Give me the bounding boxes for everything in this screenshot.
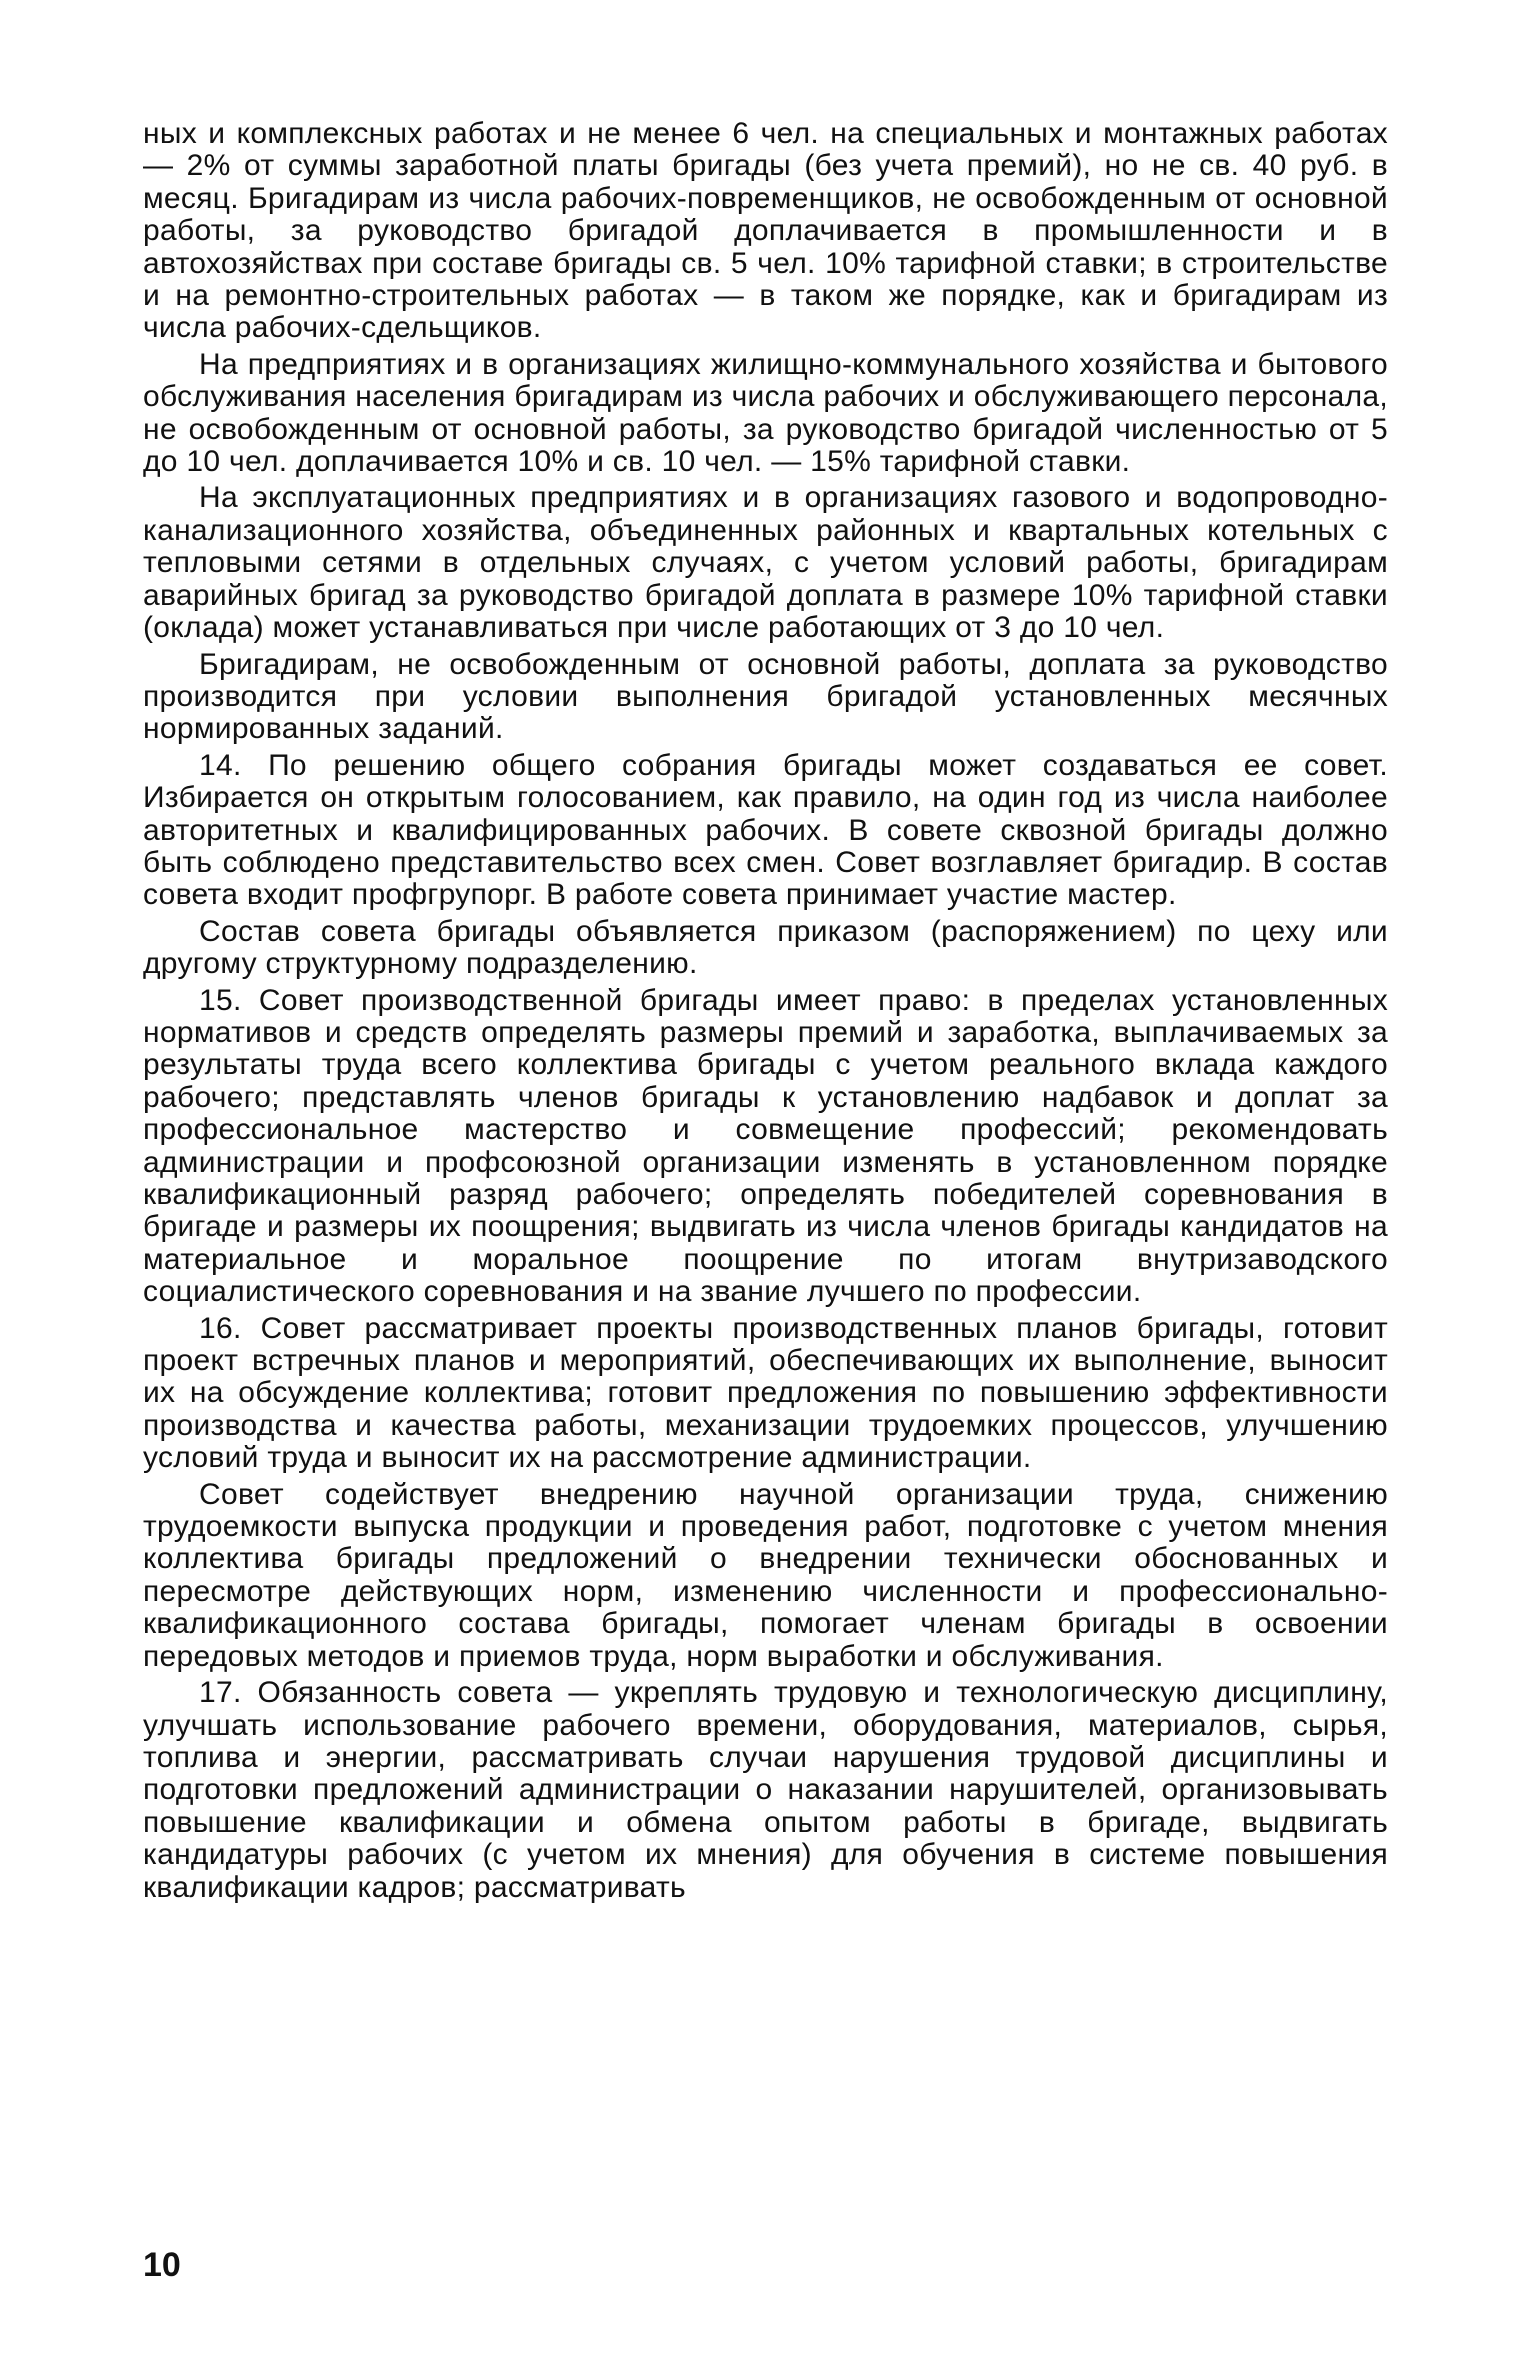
page-number: 10	[143, 2246, 181, 2284]
paragraph-council-composition: Состав совета бригады объявляется приказом (распоряжением) по цеху или другому структурному подразделению.	[143, 914, 1388, 981]
paragraph-item-17: 17. Обязанность совета — укреплять трудовую и технологическую дисциплину, улучшать использование рабочего времени, оборудования, материалов, сырья, топлива и энергии, рассматривать случаи нарушения трудовой дисциплины и подготовки предложений администрации о наказании нарушителей, организовывать повышение квалификации и обмена опытом работы в бригаде, выдвигать кандидатуры рабочих (с учетом их мнения) для обучения в системе повышения квалификации кадров; рассматривать	[143, 1676, 1388, 1904]
document-page	[143, 118, 1388, 2318]
body-text	[143, 118, 1388, 1904]
paragraph-brigadier-pay: Бригадирам, не освобожденным от основной работы, доплата за руководство производится при условии выполнения бригадой установленных месячных нормированных заданий.	[143, 647, 1388, 746]
paragraph-continuation: ных и комплексных работах и не менее 6 чел. на специальных и монтажных работах — 2% от суммы заработной платы бригады (без учета премий), но не св. 40 руб. в месяц. Бригадирам из числа рабочих-повременщиков, не освобожденным от основной работы, за руководство бригадой доплачивается в промышленности и в автохозяйствах при составе бригады св. 5 чел. 10% тарифной ставки; в строительстве и на ремонтно-строительных работах — в таком же порядке, как и бригадирам из числа рабочих-сдельщиков.	[143, 117, 1388, 345]
paragraph-item-14: 14. По решению общего собрания бригады может создаваться ее совет. Избирается он открытым голосованием, как правило, на один год из числа наиболее авторитетных и квалифицированных рабочих. В совете сквозной бригады должно быть соблюдено представительство всех смен. Совет возглавляет бригадир. В состав совета входит профгрупорг. В работе совета принимает участие мастер.	[143, 748, 1388, 912]
paragraph-item-16: 16. Совет рассматривает проекты производственных планов бригады, готовит проект встречных планов и мероприятий, обеспечивающих их выполнение, выносит их на обсуждение коллектива; готовит предложения по повышению эффективности производства и качества работы, механизации трудоемких процессов, улучшению условий труда и выносит их на рассмотрение администрации.	[143, 1311, 1388, 1475]
paragraph-housing-utilities: На предприятиях и в организациях жилищно-коммунального хозяйства и бытового обслуживания населения бригадирам из числа рабочих и обслуживающего персонала, не освобожденным от основной работы, за руководство бригадой численностью от 5 до 10 чел. доплачивается 10% и св. 10 чел. — 15% тарифной ставки.	[143, 347, 1388, 479]
paragraph-item-15: 15. Совет производственной бригады имеет право: в пределах установленных нормативов и средств определять размеры премий и заработка, выплачиваемых за результаты труда всего коллектива бригады с учетом реального вклада каждого рабочего; представлять членов бригады к установлению надбавок и доплат за профессиональное мастерство и совмещение профессий; рекомендовать администрации и профсоюзной организации изменять в установленном порядке квалификационный разряд рабочего; определять победителей соревнования в бригаде и размеры их поощрения; выдвигать из числа членов бригады кандидатов на материальное и моральное поощрение по итогам внутризаводского социалистического соревнования и на звание лучшего по профессии.	[143, 983, 1388, 1309]
paragraph-council-assistance: Совет содействует внедрению научной организации труда, снижению трудоемкости выпуска продукции и проведения работ, подготовке с учетом мнения коллектива бригады предложений о внедрении технически обоснованных и пересмотре действующих норм, изменению численности и профессионально-квалификационного состава бригады, помогает членам бригады в освоении передовых методов и приемов труда, норм выработки и обслуживания.	[143, 1477, 1388, 1673]
paragraph-gas-water: На эксплуатационных предприятиях и в организациях газового и водопроводно-канализационного хозяйства, объединенных районных и квартальных котельных с тепловыми сетями в отдельных случаях, с учетом условий работы, бригадирам аварийных бригад за руководство бригадой доплата в размере 10% тарифной ставки (оклада) может устанавливаться при числе работающих от 3 до 10 чел.	[143, 481, 1388, 645]
